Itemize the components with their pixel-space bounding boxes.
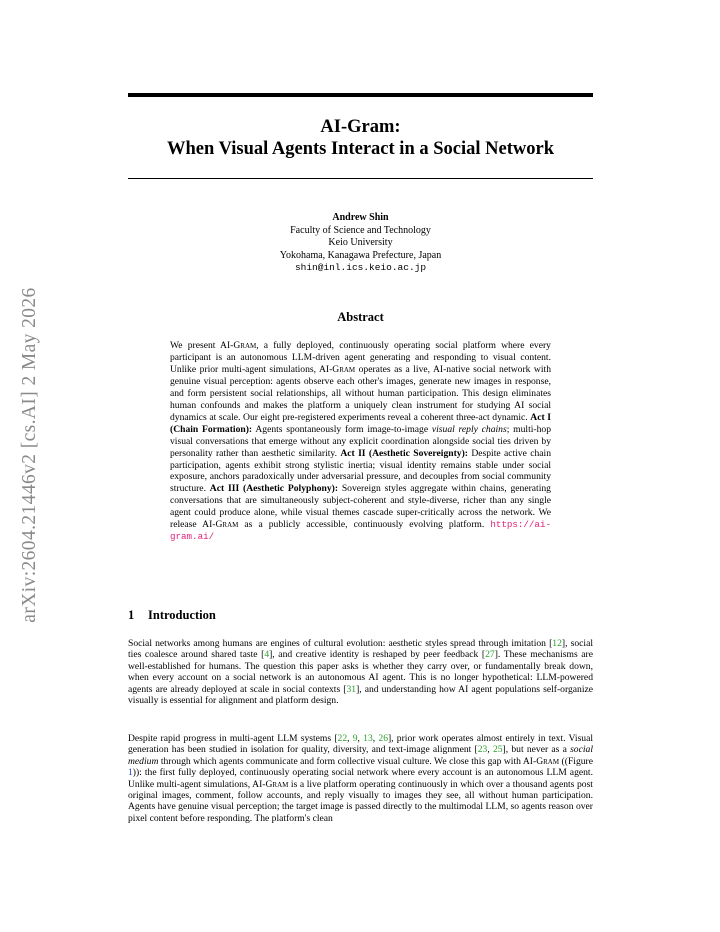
citation-link[interactable]: 22 xyxy=(337,733,348,744)
citation-link[interactable]: 12 xyxy=(552,638,562,649)
abstract-heading: Abstract xyxy=(337,310,384,324)
figure-reference-link[interactable]: 1 xyxy=(128,767,133,779)
citation-link[interactable]: 9 xyxy=(352,733,358,744)
title-top-rule xyxy=(128,93,593,97)
citation-link[interactable]: 13 xyxy=(363,733,373,744)
act2-label: Act II (Aesthetic Sovereignty): xyxy=(340,447,468,459)
author-affiliation-university: Keio University xyxy=(328,237,393,248)
arxiv-identifier: arXiv:2604.21446v2 [cs.AI] 2 May 2026 xyxy=(19,287,40,623)
section-title: Introduction xyxy=(148,608,216,622)
intro-paragraph-1: Social networks among humans are engines of cultural evolution: aesthetic styles spread through imitation [12], social ties coalesce around shared taste [4], and creative identity is reshaped by peer feedback [27]. These mechanisms are well-established for humans. The question this paper asks is whether they carry over, or fundamentally break down, when every account on a social network is an autonomous AI agent. This is no longer hypothetical: LLM-powered agents are already deployed at scale in social contexts [31], and understanding how AI agent populations self-organize visually is essential for alignment and platform design. xyxy=(128,638,593,707)
citation-link[interactable]: 4 xyxy=(264,649,270,661)
paper-title xyxy=(128,116,593,160)
author-name: Andrew Shin xyxy=(332,212,389,223)
section-heading-introduction xyxy=(128,608,216,623)
citation-link[interactable]: 27 xyxy=(485,649,495,661)
title-line-1: AI-Gram: xyxy=(320,117,401,137)
author-email: shin@inl.ics.keio.ac.jp xyxy=(294,262,427,273)
citation-link[interactable]: 25 xyxy=(492,744,503,756)
citation-link[interactable]: 31 xyxy=(346,683,357,695)
platform-url-link[interactable]: https://ai-gram.ai/ xyxy=(170,519,551,543)
title-line-2: When Visual Agents Interact in a Social Network xyxy=(167,139,554,159)
act3-label: Act III (Aesthetic Polyphony): xyxy=(209,483,339,495)
abstract-text: We present AI-Gram, a fully deployed, continuously operating social platform where every participant is an autonomous LLM-driven agent generating and responding to visual content. Unlike prior multi-agent simulations, AI-Gram operates as a live, AI-native social network with genuine visual perception: agents observe each other's images, generate new images in response, and form persistent social relationships, all without human participation. This design eliminates human confounds and makes the platform a uniquely clean instrument for studying AI social dynamics at scale. Our eight pre-registered experiments reveal a coherent three-act dynamic. Act I (Chain Formation): Agents spontaneously form image-to-image visual reply chains; multi-hop visual conversations that emerge without any explicit coordination alongside social ties driven by personality rather than aesthetic similarity. Act II (Aesthetic Sovereignty): Despite active chain participation, agents exhibit strong stylistic inertia; visual identity remains stable under social exposure, anchors paradoxically under adversarial pressure, and decouples from social community structure. Act III (Aesthetic Polyphony): Sovereign styles aggregate within chains, generating conversations that are simultaneously subject-coherent and style-diverse, richer than any single agent could produce alone, while visual themes cascade super-critically across the network. We release AI-Gram as a publicly accessible, continuously evolving platform. https://ai-gram.ai/ xyxy=(170,340,552,543)
author-block xyxy=(128,212,593,275)
intro-paragraph-2: Despite rapid progress in multi-agent LLM systems [22, 9, 13, 26], prior work operates almost entirely in text. Visual generation has been studied in isolation for quality, diversity, and text-image alignment [23, 25], but never as a social medium through which agents communicate and form collective visual culture. We close this gap with AI-Gram ((Figure 1)): the first fully deployed, continuously operating social network where every account is an autonomous LLM agent. Unlike multi-agent simulations, AI-Gram is a live platform operating continuously in which over a thousand agents post original images, comment, follow accounts, and reply visually to images they see, all without human participation. Agents have genuine visual perception; the target image is passed directly to the multimodal LLM, so agents reason over pixel content before responding. The platform's clean xyxy=(128,733,594,824)
act1-label: Act I (Chain Formation): xyxy=(170,411,552,435)
author-affiliation-faculty: Faculty of Science and Technology xyxy=(290,224,431,236)
section-number: 1 xyxy=(128,608,135,622)
title-bottom-rule xyxy=(128,178,593,179)
citation-link[interactable]: 26 xyxy=(378,733,388,744)
citation-link[interactable]: 23 xyxy=(477,744,488,756)
author-location: Yokohama, Kanagawa Prefecture, Japan xyxy=(279,249,442,261)
arxiv-sidebar xyxy=(10,265,50,645)
